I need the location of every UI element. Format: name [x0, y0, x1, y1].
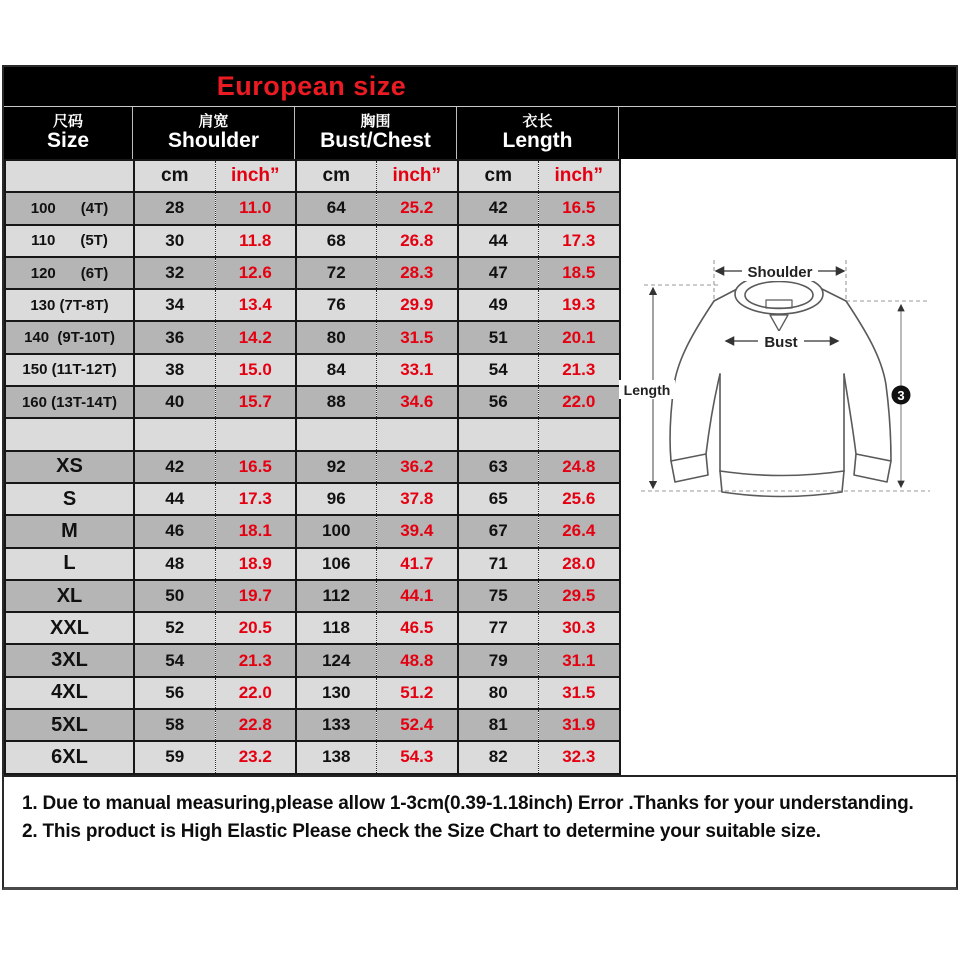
unit-cell-cm: cm [134, 160, 215, 192]
shoulder-inch-cell: 15.0 [215, 354, 296, 386]
length-inch-cell: 31.1 [538, 644, 620, 676]
bust-inch-cell: 28.3 [376, 257, 458, 289]
shoulder-inch-cell: 11.8 [215, 225, 296, 257]
shoulder-cm-cell: 56 [134, 677, 215, 709]
table-row [5, 580, 620, 612]
bust-cm-cell: 68 [296, 225, 376, 257]
size-cell: XXL [5, 612, 134, 644]
hem-band-top [720, 471, 844, 476]
right-cuff [844, 374, 891, 482]
left-shoulder-seam [714, 289, 737, 301]
v-notch [770, 315, 788, 331]
size-cell: S [5, 483, 134, 515]
bust-inch-cell: 31.5 [376, 321, 458, 353]
length-cm-cell: 49 [458, 289, 538, 321]
length-inch-cell: 31.5 [538, 677, 620, 709]
shoulder-inch-cell: 17.3 [215, 483, 296, 515]
bust-inch-cell: 52.4 [376, 709, 458, 741]
length-cm-cell [458, 418, 538, 450]
bust-inch-cell: 48.8 [376, 644, 458, 676]
shoulder-cm-cell: 52 [134, 612, 215, 644]
table-row [5, 321, 620, 353]
table-body [5, 160, 620, 774]
shoulder-inch-cell: 13.4 [215, 289, 296, 321]
unit-cell-cm: cm [296, 160, 376, 192]
table-row [5, 289, 620, 321]
table-row [5, 612, 620, 644]
shoulder-cm-cell: 44 [134, 483, 215, 515]
length-inch-cell: 32.3 [538, 741, 620, 773]
shoulder-cm-cell [134, 418, 215, 450]
length-cm-cell: 75 [458, 580, 538, 612]
length-cm-cell: 54 [458, 354, 538, 386]
shoulder-cm-cell: 32 [134, 257, 215, 289]
column-header-filler [619, 107, 956, 159]
bust-cm-cell: 106 [296, 548, 376, 580]
bust-label: Bust [764, 334, 798, 351]
size-cell: XL [5, 580, 134, 612]
bust-inch-cell: 41.7 [376, 548, 458, 580]
length-inch-cell: 30.3 [538, 612, 620, 644]
shoulder-cm-cell: 48 [134, 548, 215, 580]
notes-section [4, 775, 956, 887]
length-inch-cell: 21.3 [538, 354, 620, 386]
bust-cm-cell: 138 [296, 741, 376, 773]
bust-cm-cell: 100 [296, 515, 376, 547]
size-cell: 160 (13T-14T) [5, 386, 134, 418]
length-inch-cell: 16.5 [538, 192, 620, 224]
bust-cm-cell [296, 418, 376, 450]
length-inch-cell: 17.3 [538, 225, 620, 257]
shoulder-cm-cell: 28 [134, 192, 215, 224]
shoulder-inch-cell: 18.9 [215, 548, 296, 580]
length-cm-cell: 47 [458, 257, 538, 289]
shoulder-inch-cell: 16.5 [215, 451, 296, 483]
unit-cell-inch: inch” [215, 160, 296, 192]
length-inch-cell: 29.5 [538, 580, 620, 612]
shoulder-cm-cell: 50 [134, 580, 215, 612]
unit-cell-cm: cm [458, 160, 538, 192]
size-cell: 6XL [5, 741, 134, 773]
bust-inch-cell: 39.4 [376, 515, 458, 547]
size-cell: 110 (5T) [5, 225, 134, 257]
column-header-length-en: Length [502, 128, 573, 152]
size-cell: M [5, 515, 134, 547]
left-sleeve-outer [670, 301, 714, 461]
shoulder-inch-cell: 12.6 [215, 257, 296, 289]
marker-3-label: 3 [897, 388, 905, 403]
bust-inch-cell: 33.1 [376, 354, 458, 386]
shoulder-inch-cell: 20.5 [215, 612, 296, 644]
column-header-size [4, 107, 133, 159]
table-row [5, 709, 620, 741]
shoulder-inch-cell: 19.7 [215, 580, 296, 612]
shoulder-label: Shoulder [747, 264, 813, 281]
size-cell: 140 (9T-10T) [5, 321, 134, 353]
bust-cm-cell: 80 [296, 321, 376, 353]
bust-inch-cell [376, 418, 458, 450]
page-title: European size [216, 71, 407, 101]
length-cm-cell: 56 [458, 386, 538, 418]
table-row [5, 354, 620, 386]
table-row [5, 677, 620, 709]
length-cm-cell: 44 [458, 225, 538, 257]
size-table [4, 159, 621, 775]
column-header-shoulder [133, 107, 295, 159]
size-cell: 3XL [5, 644, 134, 676]
shoulder-inch-cell [215, 418, 296, 450]
length-cm-cell: 77 [458, 612, 538, 644]
length-cm-cell: 82 [458, 741, 538, 773]
shoulder-cm-cell: 38 [134, 354, 215, 386]
column-header-bust [295, 107, 457, 159]
column-header-bust-zh: 胸围 [360, 112, 391, 130]
shoulder-cm-cell: 58 [134, 709, 215, 741]
length-inch-cell: 31.9 [538, 709, 620, 741]
right-shoulder-seam [822, 289, 846, 301]
collar-inner [745, 282, 813, 309]
bust-inch-cell: 46.5 [376, 612, 458, 644]
unit-row [5, 160, 620, 192]
column-header-length [457, 107, 619, 159]
bust-inch-cell: 25.2 [376, 192, 458, 224]
length-inch-cell: 25.6 [538, 483, 620, 515]
length-cm-cell: 79 [458, 644, 538, 676]
shoulder-cm-cell: 36 [134, 321, 215, 353]
shoulder-inch-cell: 21.3 [215, 644, 296, 676]
table-row [5, 548, 620, 580]
table-row [5, 451, 620, 483]
bust-cm-cell: 84 [296, 354, 376, 386]
column-header-size-zh: 尺码 [52, 112, 83, 130]
unit-cell-inch: inch” [376, 160, 458, 192]
table-row [5, 418, 620, 450]
unit-cell-inch: inch” [538, 160, 620, 192]
shoulder-inch-cell: 22.8 [215, 709, 296, 741]
shoulder-cm-cell: 34 [134, 289, 215, 321]
length-cm-cell: 67 [458, 515, 538, 547]
table-row [5, 515, 620, 547]
bust-cm-cell: 64 [296, 192, 376, 224]
bust-inch-cell: 51.2 [376, 677, 458, 709]
shoulder-inch-cell: 22.0 [215, 677, 296, 709]
shoulder-cm-cell: 30 [134, 225, 215, 257]
bust-inch-cell: 34.6 [376, 386, 458, 418]
shoulder-cm-cell: 40 [134, 386, 215, 418]
column-header-size-en: Size [46, 128, 90, 152]
bust-inch-cell: 44.1 [376, 580, 458, 612]
bust-inch-cell: 54.3 [376, 741, 458, 773]
sweater-measure-diagram [616, 243, 946, 533]
column-header-shoulder-zh: 肩宽 [198, 112, 229, 130]
column-header-length-zh: 衣长 [522, 112, 553, 130]
bust-cm-cell: 124 [296, 644, 376, 676]
size-cell: 5XL [5, 709, 134, 741]
bust-cm-cell: 112 [296, 580, 376, 612]
size-cell [5, 418, 134, 450]
length-inch-cell: 20.1 [538, 321, 620, 353]
bust-cm-cell: 76 [296, 289, 376, 321]
table-row [5, 741, 620, 773]
length-cm-cell: 51 [458, 321, 538, 353]
shoulder-cm-cell: 59 [134, 741, 215, 773]
shoulder-cm-cell: 46 [134, 515, 215, 547]
bust-cm-cell: 130 [296, 677, 376, 709]
column-header-bust-en: Bust/Chest [320, 128, 431, 152]
note-line-1: 1. Due to manual measuring,please allow 1-3cm(0.39-1.18inch) Error .Thanks for your understanding. [22, 792, 914, 814]
length-inch-cell: 18.5 [538, 257, 620, 289]
shoulder-cm-cell: 42 [134, 451, 215, 483]
title-row [4, 67, 956, 107]
length-inch-cell: 22.0 [538, 386, 620, 418]
column-header-row [4, 107, 956, 159]
size-cell: XS [5, 451, 134, 483]
length-inch-cell: 28.0 [538, 548, 620, 580]
bust-inch-cell: 26.8 [376, 225, 458, 257]
table-row [5, 257, 620, 289]
shoulder-inch-cell: 11.0 [215, 192, 296, 224]
bust-inch-cell: 29.9 [376, 289, 458, 321]
length-inch-cell [538, 418, 620, 450]
length-inch-cell: 26.4 [538, 515, 620, 547]
bust-inch-cell: 36.2 [376, 451, 458, 483]
length-cm-cell: 81 [458, 709, 538, 741]
bust-cm-cell: 133 [296, 709, 376, 741]
table-row [5, 225, 620, 257]
bust-cm-cell: 92 [296, 451, 376, 483]
length-inch-cell: 19.3 [538, 289, 620, 321]
bust-cm-cell: 96 [296, 483, 376, 515]
shoulder-inch-cell: 15.7 [215, 386, 296, 418]
left-cuff [671, 374, 720, 482]
column-header-shoulder-en: Shoulder [167, 128, 259, 152]
length-cm-cell: 63 [458, 451, 538, 483]
shoulder-cm-cell: 54 [134, 644, 215, 676]
table-row [5, 386, 620, 418]
length-label: Length [623, 382, 671, 398]
length-cm-cell: 65 [458, 483, 538, 515]
table-header [4, 67, 956, 159]
shoulder-inch-cell: 23.2 [215, 741, 296, 773]
shoulder-inch-cell: 14.2 [215, 321, 296, 353]
note-line-2: 2. This product is High Elastic Please check the Size Chart to determine your suitable size. [22, 820, 821, 842]
bust-cm-cell: 72 [296, 257, 376, 289]
unit-cell-empty [5, 160, 134, 192]
length-cm-cell: 42 [458, 192, 538, 224]
bust-inch-cell: 37.8 [376, 483, 458, 515]
bust-cm-cell: 118 [296, 612, 376, 644]
size-cell: 4XL [5, 677, 134, 709]
length-inch-cell: 24.8 [538, 451, 620, 483]
right-sleeve-outer [846, 301, 891, 461]
bust-cm-cell: 88 [296, 386, 376, 418]
size-cell: L [5, 548, 134, 580]
sweater-outline [670, 274, 891, 497]
size-cell: 130 (7T-8T) [5, 289, 134, 321]
size-cell: 120 (6T) [5, 257, 134, 289]
length-cm-cell: 71 [458, 548, 538, 580]
table-row [5, 192, 620, 224]
length-cm-cell: 80 [458, 677, 538, 709]
table-row [5, 483, 620, 515]
size-cell: 150 (11T-12T) [5, 354, 134, 386]
table-row [5, 644, 620, 676]
size-cell: 100 (4T) [5, 192, 134, 224]
shoulder-inch-cell: 18.1 [215, 515, 296, 547]
